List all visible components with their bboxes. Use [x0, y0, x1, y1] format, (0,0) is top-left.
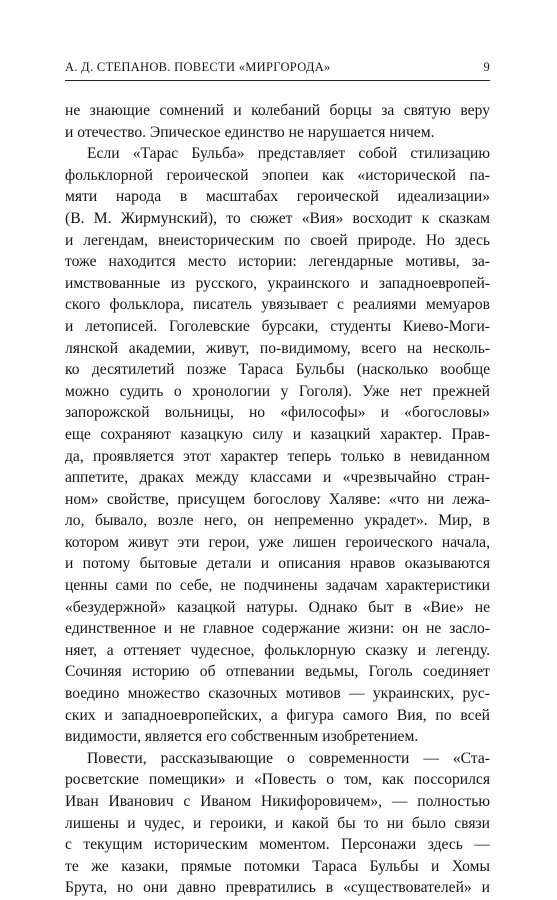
text-line: можно судить о хронологии у Гоголя). Уже нет прежней — [65, 382, 490, 400]
text-line: и легендам, внеисторическим по своей природе. Но здесь — [65, 231, 490, 249]
text-line: няет, а оттеняет чудесное, фольклорную сказку и легенду. — [65, 641, 490, 659]
text-line: аппетите, драках между классами и «чрезвычайно стран- — [65, 469, 490, 487]
running-header — [65, 60, 490, 82]
running-title: А. Д. СТЕПАНОВ. ПОВЕСТИ «МИРГОРОДА» — [65, 60, 331, 74]
text-line: тоже находится место истории: легендарные мотивы, за- — [65, 253, 490, 271]
text-line: фольклорной героической эпопеи как «исторической па- — [65, 166, 490, 184]
text-line: запорожской вольницы, но «философы» и «богословы» — [65, 404, 490, 422]
text-line: воедино множество сказочных мотивов — украинских, рус- — [65, 685, 490, 703]
text-line: единственное и не главное содержание жизни: он не засло- — [65, 620, 490, 638]
text-line: еще сохраняют казацкую силу и казацкий характер. Прав- — [65, 425, 490, 443]
text-line: с текущим историческим моментом. Персонажи здесь — — [65, 836, 490, 854]
text-line: ко десятилетий позже Тараса Бульбы (насколько вообще — [65, 361, 490, 379]
text-line: и отечество. Эпическое единство не нарушается ничем. — [65, 123, 435, 141]
text-line: Повести, рассказывающие о современности — «Ста- — [87, 749, 490, 767]
text-line: Сочиняя историю об отпевании ведьмы, Гоголь соединяет — [65, 663, 490, 681]
book-page — [65, 60, 490, 899]
text-line: ского фольклора, писатель увязывает с реалиями мемуаров — [65, 296, 490, 314]
text-line: те же казаки, прямые потомки Тараса Бульбы и Хомы — [65, 857, 490, 875]
text-line: Если «Тарас Бульба» представляет собой стилизацию — [87, 145, 490, 163]
text-line: (В. М. Жирмунский), то сюжет «Вия» восходит к сказкам — [65, 209, 490, 227]
text-line: росветские помещики» и «Повесть о том, как поссорился — [65, 771, 490, 789]
text-line: не знающие сомнений и колебаний борцы за святую веру — [65, 102, 490, 119]
text-line: имствованные из русского, украинского и западноевропей- — [65, 274, 490, 292]
text-line: Брута, но они давно превратились в «существователей» и — [65, 879, 490, 897]
body-text — [65, 100, 490, 899]
text-line: ценны сами по себе, не подчинены задачам характеристики — [65, 577, 490, 595]
text-line: ном» свойстве, присущем богослову Халяве: «что ни лежа- — [65, 490, 490, 508]
text-line: ских и западноевропейских, а фигура самого Вия, по всей — [65, 706, 490, 724]
text-line: ло, бывало, возле него, он непременно украдет». Мир, в — [65, 512, 490, 530]
text-line: и потому бытовые детали и описания нравов оказываются — [65, 555, 490, 573]
text-line: лишены и чудес, и героики, и какой бы то ни было связи — [65, 814, 490, 832]
text-line: мяти народа в масштабах героической идеализации» — [65, 188, 490, 206]
text-line: да, проявляется этот характер теперь только в невиданном — [65, 447, 490, 465]
text-line: котором живут эти герои, уже лишен героического начала, — [65, 533, 490, 551]
text-line: лянской академии, живут, по-видимому, всего на несколь- — [65, 339, 490, 357]
text-line: «безудержной» казацкой натуры. Однако быт в «Вие» не — [65, 598, 490, 616]
text-line: и летописей. Гоголевские бурсаки, студенты Киево-Моги- — [65, 317, 490, 335]
header-rule — [65, 80, 490, 81]
text-line: видимости, является его собственным изобретением. — [65, 728, 419, 746]
text-line: Иван Иванович с Иваном Никифоровичем», — полностью — [65, 793, 490, 810]
page-number: 9 — [483, 60, 490, 74]
